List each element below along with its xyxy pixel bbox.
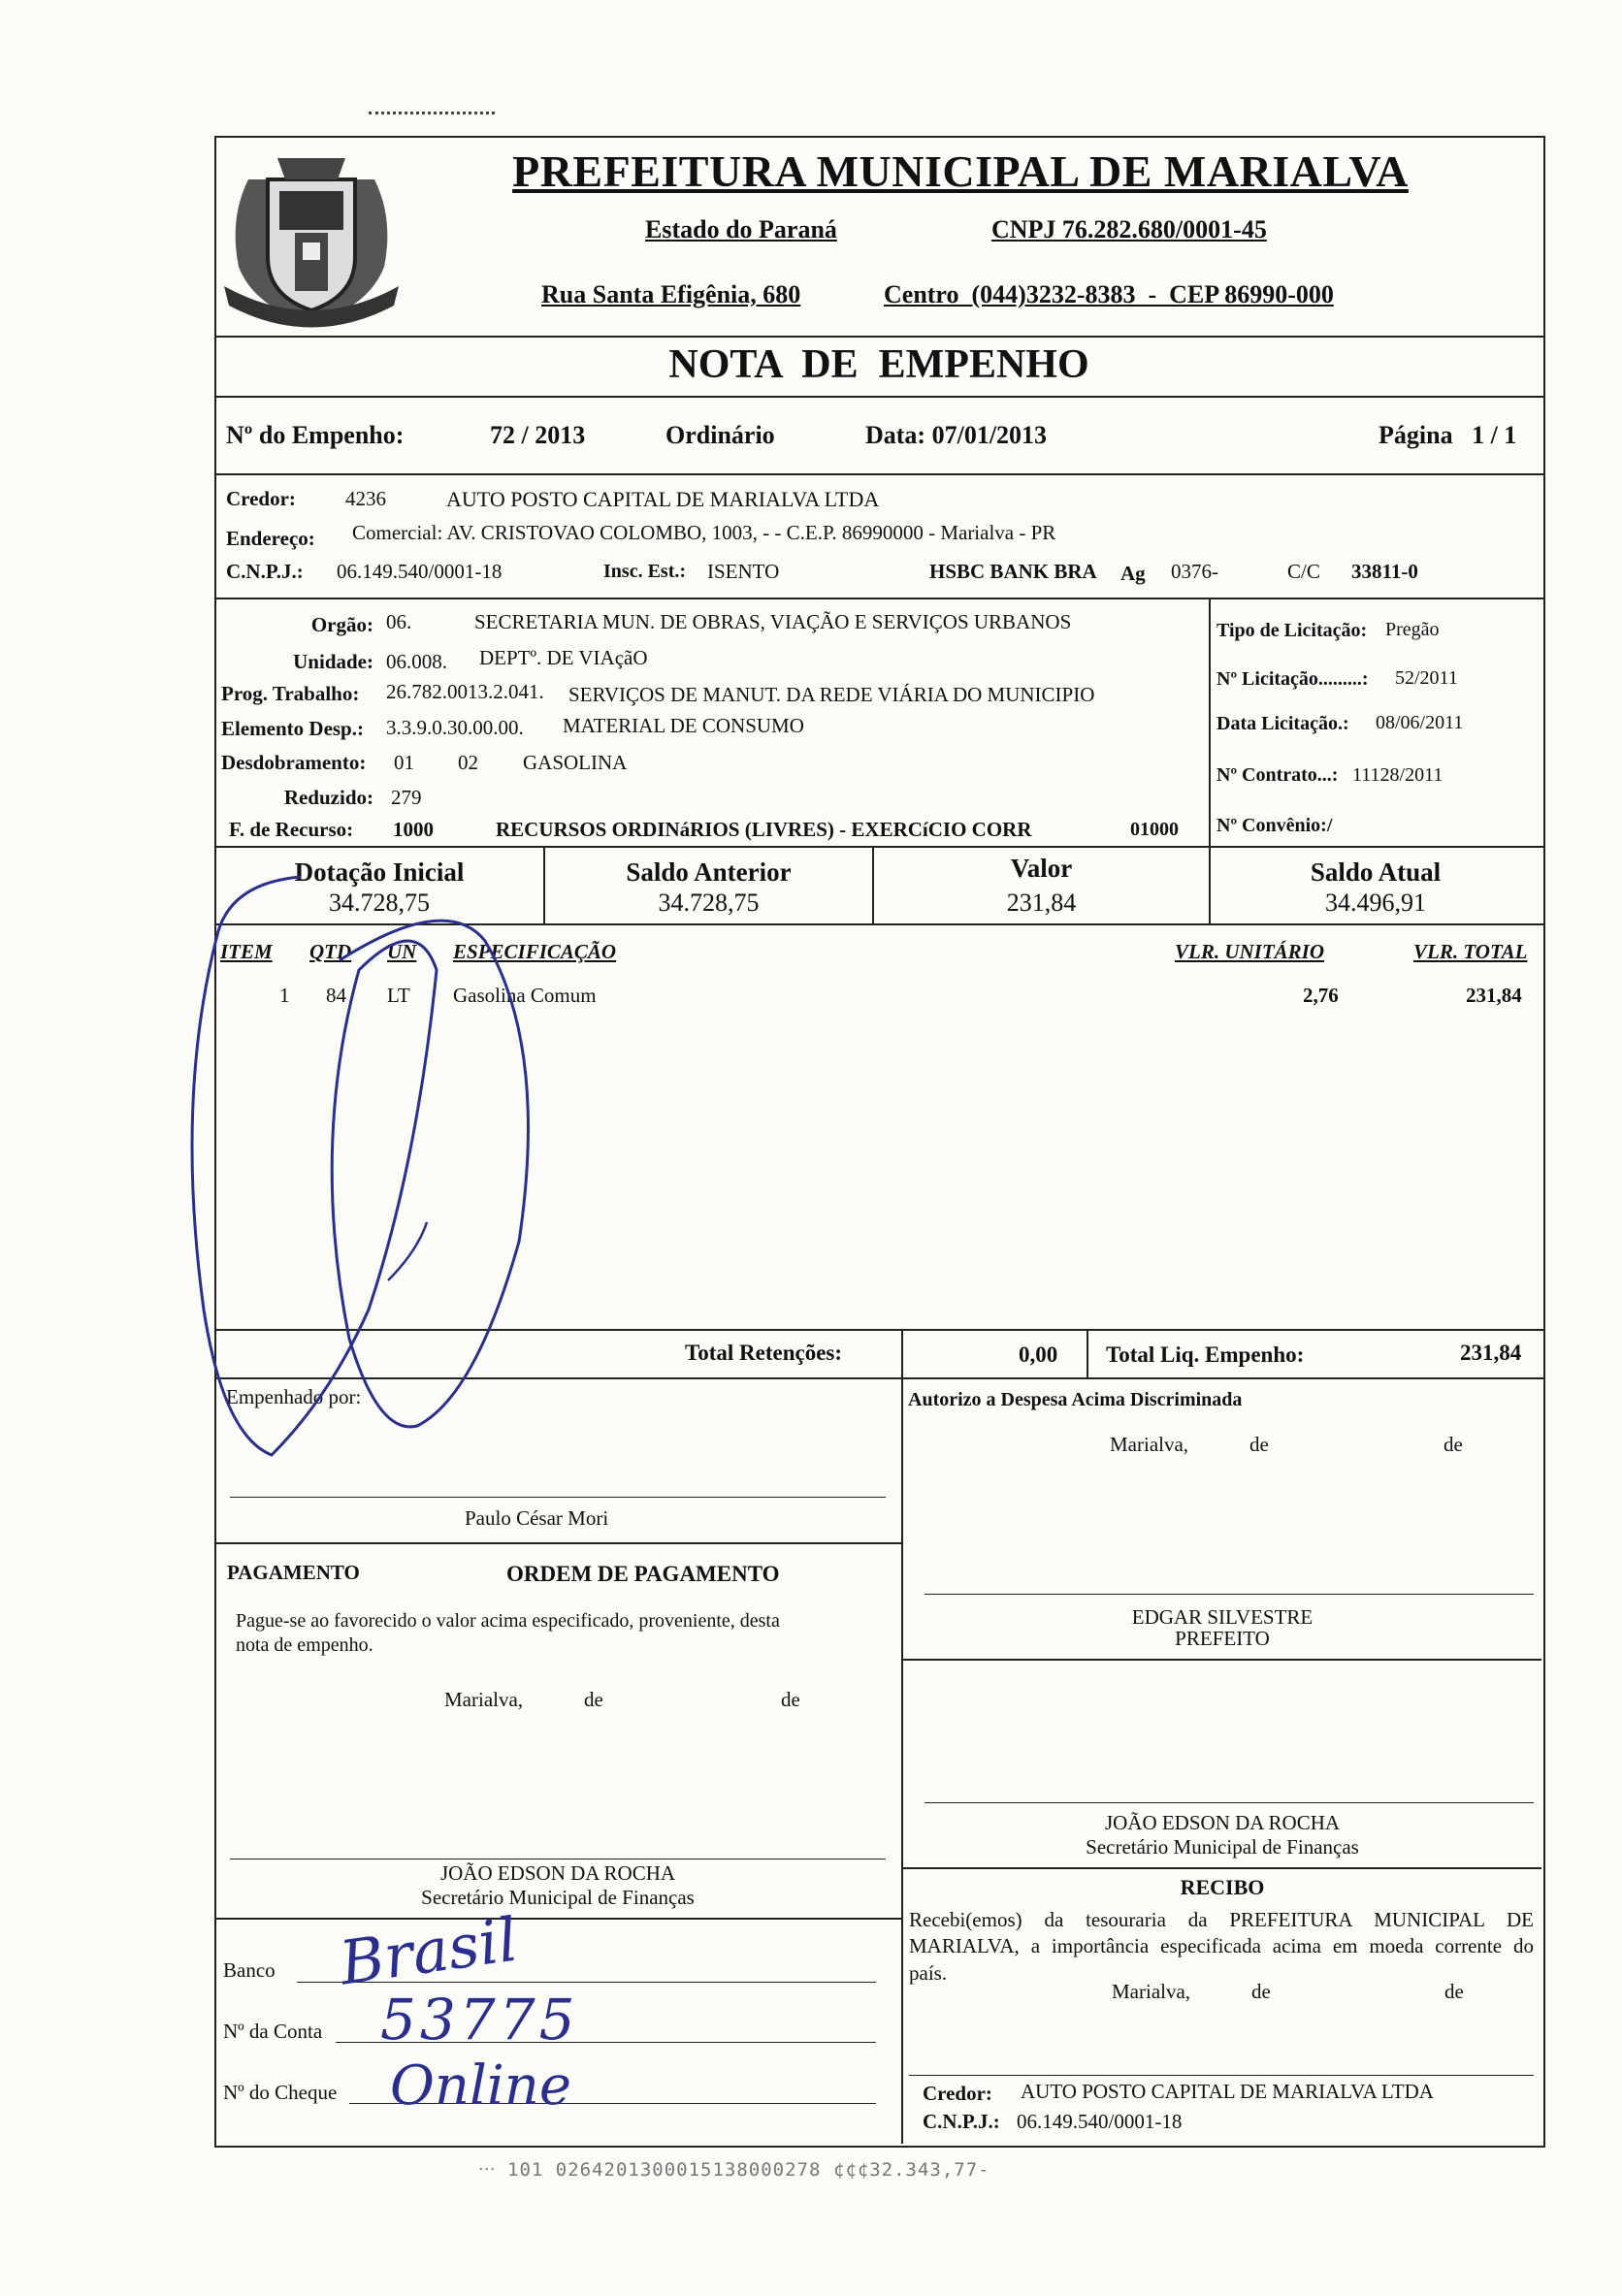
prog-name: SERVIÇOS DE MANUT. DA REDE VIÁRIA DO MUNICIPIO — [568, 683, 1095, 706]
empenho-number-label: Nº do Empenho: — [226, 421, 405, 449]
state-name: Estado do Paraná — [645, 215, 837, 243]
fonte-label: F. de Recurso: — [229, 818, 354, 841]
divider — [214, 598, 1543, 599]
divider — [214, 846, 1543, 848]
credor-label: Credor: — [226, 487, 296, 510]
agency-label: Ag — [1120, 562, 1146, 585]
pagamento-city: Marialva, — [444, 1688, 524, 1711]
col-header-vlr-total: VLR. TOTAL — [1413, 940, 1528, 963]
pagamento-label: PAGAMENTO — [227, 1561, 360, 1584]
conta-label: Nº da Conta — [223, 2020, 323, 2043]
elem-code: 3.3.9.0.30.00.00. — [386, 716, 524, 739]
divider — [214, 1918, 902, 1920]
dotacao-label: Dotação Inicial — [294, 857, 465, 887]
licitacao-date-label: Data Licitação.: — [1216, 713, 1349, 734]
col-header-vlr-unitario: VLR. UNITÁRIO — [1175, 940, 1325, 963]
divider — [214, 1542, 902, 1544]
saldo-atual-label: Saldo Atual — [1310, 857, 1442, 887]
divider — [901, 1377, 903, 2144]
insc-value: ISENTO — [707, 560, 780, 583]
saldo-anterior-label: Saldo Anterior — [626, 857, 792, 887]
recibo-city: Marialva, — [1112, 1980, 1191, 2003]
valor-label: Valor — [1010, 854, 1073, 883]
empenho-date: Data: 07/01/2013 — [865, 421, 1048, 449]
handwritten-banco: Brasil — [335, 1903, 522, 1999]
licitacao-number-value: 52/2011 — [1395, 667, 1458, 689]
divider — [214, 473, 1543, 475]
pagamento-text-2: nota de empenho. — [236, 1634, 373, 1656]
tipo-licitacao-value: Pregão — [1385, 619, 1440, 640]
prefeito-name: EDGAR SILVESTRE — [1131, 1605, 1314, 1629]
elem-label: Elemento Desp.: — [221, 717, 364, 740]
credor-address: Comercial: AV. CRISTOVAO COLOMBO, 1003, - - C.E.P. 86990000 - Marialva - PR — [352, 521, 1056, 544]
fonte-code: 1000 — [393, 818, 434, 841]
autorizo-city: Marialva, — [1110, 1433, 1189, 1456]
elem-name: MATERIAL DE CONSUMO — [563, 714, 804, 737]
credor-cnpj: 06.149.540/0001-18 — [337, 560, 503, 583]
desd-label: Desdobramento: — [221, 751, 367, 774]
secretario-left-name: JOÃO EDSON DA ROCHA — [439, 1861, 676, 1885]
municipality-title: PREFEITURA MUNICIPAL DE MARIALVA — [512, 146, 1409, 196]
divider — [1087, 1329, 1088, 1377]
divider — [214, 336, 1543, 338]
reduzido-value: 279 — [391, 786, 422, 809]
pagamento-text-1: Pague-se ao favorecido o valor acima especificado, proveniente, desta — [236, 1610, 780, 1632]
orgao-label: Orgão: — [310, 613, 373, 636]
item-description: Gasolina Comum — [453, 984, 597, 1007]
item-qty: 84 — [326, 984, 346, 1007]
pagamento-de1: de — [584, 1688, 603, 1711]
agency-value: 0376- — [1171, 560, 1218, 583]
prog-code: 26.782.0013.2.041. — [386, 680, 544, 703]
col-header-item: ITEM — [220, 940, 273, 963]
cnpj-header: CNPJ 76.282.680/0001-45 — [991, 215, 1267, 243]
recibo-line-3: país. — [909, 1961, 948, 1985]
page-number: Página 1 / 1 — [1379, 421, 1517, 449]
banco-label: Banco — [223, 1958, 276, 1982]
unidade-label: Unidade: — [293, 650, 373, 673]
divider — [901, 1329, 903, 1377]
divider — [901, 1867, 1541, 1869]
divider — [214, 396, 1543, 398]
secretario-right-title: Secretário Municipal de Finanças — [1086, 1835, 1359, 1859]
saldo-anterior-value: 34.728,75 — [658, 889, 760, 917]
licitacao-date-value: 08/06/2011 — [1376, 712, 1464, 733]
item-total: 231,84 — [1466, 984, 1522, 1007]
divider — [1209, 598, 1211, 846]
secretario-right-name: JOÃO EDSON DA ROCHA — [1104, 1811, 1341, 1834]
ordem-pagamento: ORDEM DE PAGAMENTO — [506, 1562, 780, 1586]
bank-name: HSBC BANK BRA — [929, 560, 1097, 583]
handwritten-cheque: Online — [390, 2054, 572, 2118]
fonte-number: 01000 — [1130, 819, 1179, 840]
address-label: Endereço: — [226, 527, 315, 550]
desd-name: GASOLINA — [523, 751, 628, 774]
item-unit: LT — [387, 984, 410, 1007]
recibo-credor-name: AUTO POSTO CAPITAL DE MARIALVA LTDA — [1021, 2080, 1434, 2103]
signature-line — [925, 1802, 1534, 1803]
retencoes-label: Total Retenções: — [685, 1341, 843, 1365]
recibo-de1: de — [1251, 1980, 1271, 2003]
empenhado-label: Empenhado por: — [226, 1385, 362, 1408]
liquido-value: 231,84 — [1460, 1341, 1522, 1365]
reduzido-label: Reduzido: — [283, 786, 373, 809]
fonte-name: RECURSOS ORDINáRIOS (LIVRES) - EXERCíCIO CORR — [496, 818, 1032, 841]
unidade-name: DEPTº. DE VIAçãO — [479, 646, 648, 669]
signature-line — [925, 1594, 1534, 1595]
contrato-value: 11128/2011 — [1352, 764, 1444, 786]
doc-title: NOTA DE EMPENHO — [668, 342, 1089, 387]
item-number: 1 — [279, 984, 290, 1007]
orgao-name: SECRETARIA MUN. DE OBRAS, VIAÇÃO E SERVIÇOS URBANOS — [474, 610, 1072, 633]
col-header-qtd: QTD — [309, 940, 352, 963]
dotacao-value: 34.728,75 — [329, 889, 430, 917]
recibo-title: RECIBO — [1180, 1875, 1265, 1899]
tipo-licitacao-label: Tipo de Licitação: — [1216, 620, 1368, 641]
cnpj-label: C.N.P.J.: — [226, 560, 304, 583]
pen-signature — [165, 854, 592, 1494]
recibo-de2: de — [1444, 1980, 1464, 2003]
recibo-cnpj-label: C.N.P.J.: — [923, 2110, 1000, 2133]
item-unit-price: 2,76 — [1303, 984, 1339, 1007]
desd-a: 01 — [394, 751, 414, 774]
credor-name: AUTO POSTO CAPITAL DE MARIALVA LTDA — [446, 487, 880, 511]
account-label: C/C — [1287, 560, 1320, 583]
pagamento-de2: de — [781, 1688, 800, 1711]
retencoes-value: 0,00 — [1019, 1342, 1058, 1367]
recibo-cnpj-value: 06.149.540/0001-18 — [1017, 2110, 1183, 2133]
unidade-code: 06.008. — [386, 650, 447, 673]
secretario-left-title: Secretário Municipal de Finanças — [421, 1886, 695, 1909]
saldo-atual-value: 34.496,91 — [1325, 889, 1426, 917]
licitacao-number-label: Nº Licitação.........: — [1216, 668, 1369, 690]
cheque-label: Nº do Cheque — [223, 2081, 338, 2104]
liquido-label: Total Liq. Empenho: — [1106, 1342, 1305, 1367]
col-header-especificacao: ESPECIFICAÇÃO — [453, 940, 617, 963]
empenho-number: 72 / 2013 — [490, 421, 586, 449]
street-address: Rua Santa Efigênia, 680 — [541, 280, 801, 308]
empenho-type: Ordinário — [665, 421, 775, 449]
divider — [909, 2075, 1534, 2076]
orgao-code: 06. — [386, 610, 412, 633]
recibo-credor-label: Credor: — [923, 2082, 992, 2105]
autorizo-de2: de — [1444, 1433, 1463, 1456]
account-value: 33811-0 — [1351, 560, 1418, 583]
signature-line — [230, 1497, 886, 1498]
prog-label: Prog. Trabalho: — [221, 682, 360, 705]
micr-code: ᐧᐧᐧ 101 0264201300015138000278 ¢¢¢32.343,77- — [478, 2159, 990, 2181]
handwritten-conta: 53775 — [380, 1987, 579, 2053]
coat-of-arms-logo — [219, 141, 404, 335]
convenio-label: Nº Convênio:/ — [1216, 815, 1333, 836]
credor-code: 4236 — [345, 487, 386, 510]
desd-b: 02 — [458, 751, 478, 774]
prefeito-title: PREFEITO — [1175, 1627, 1270, 1650]
insc-label: Insc. Est.: — [603, 561, 687, 582]
divider — [901, 1659, 1541, 1661]
contrato-label: Nº Contrato...: — [1216, 764, 1339, 786]
autorizo-label: Autorizo a Despesa Acima Discriminada — [908, 1389, 1243, 1410]
recibo-line-2: MARIALVA, a importância especificada acima em moeda corrente do — [909, 1934, 1534, 1957]
empenhado-name: Paulo César Mori — [465, 1506, 609, 1530]
valor-value: 231,84 — [1006, 889, 1077, 917]
autorizo-de1: de — [1249, 1433, 1269, 1456]
recibo-line-1: Recebi(emos) da tesouraria da PREFEITURA MUNICIPAL DE — [909, 1908, 1534, 1931]
district-phone-cep: Centro (044)3232-8383 - CEP 86990-000 — [884, 280, 1334, 308]
col-header-un: UN — [387, 940, 417, 963]
top-scribble — [369, 112, 495, 126]
